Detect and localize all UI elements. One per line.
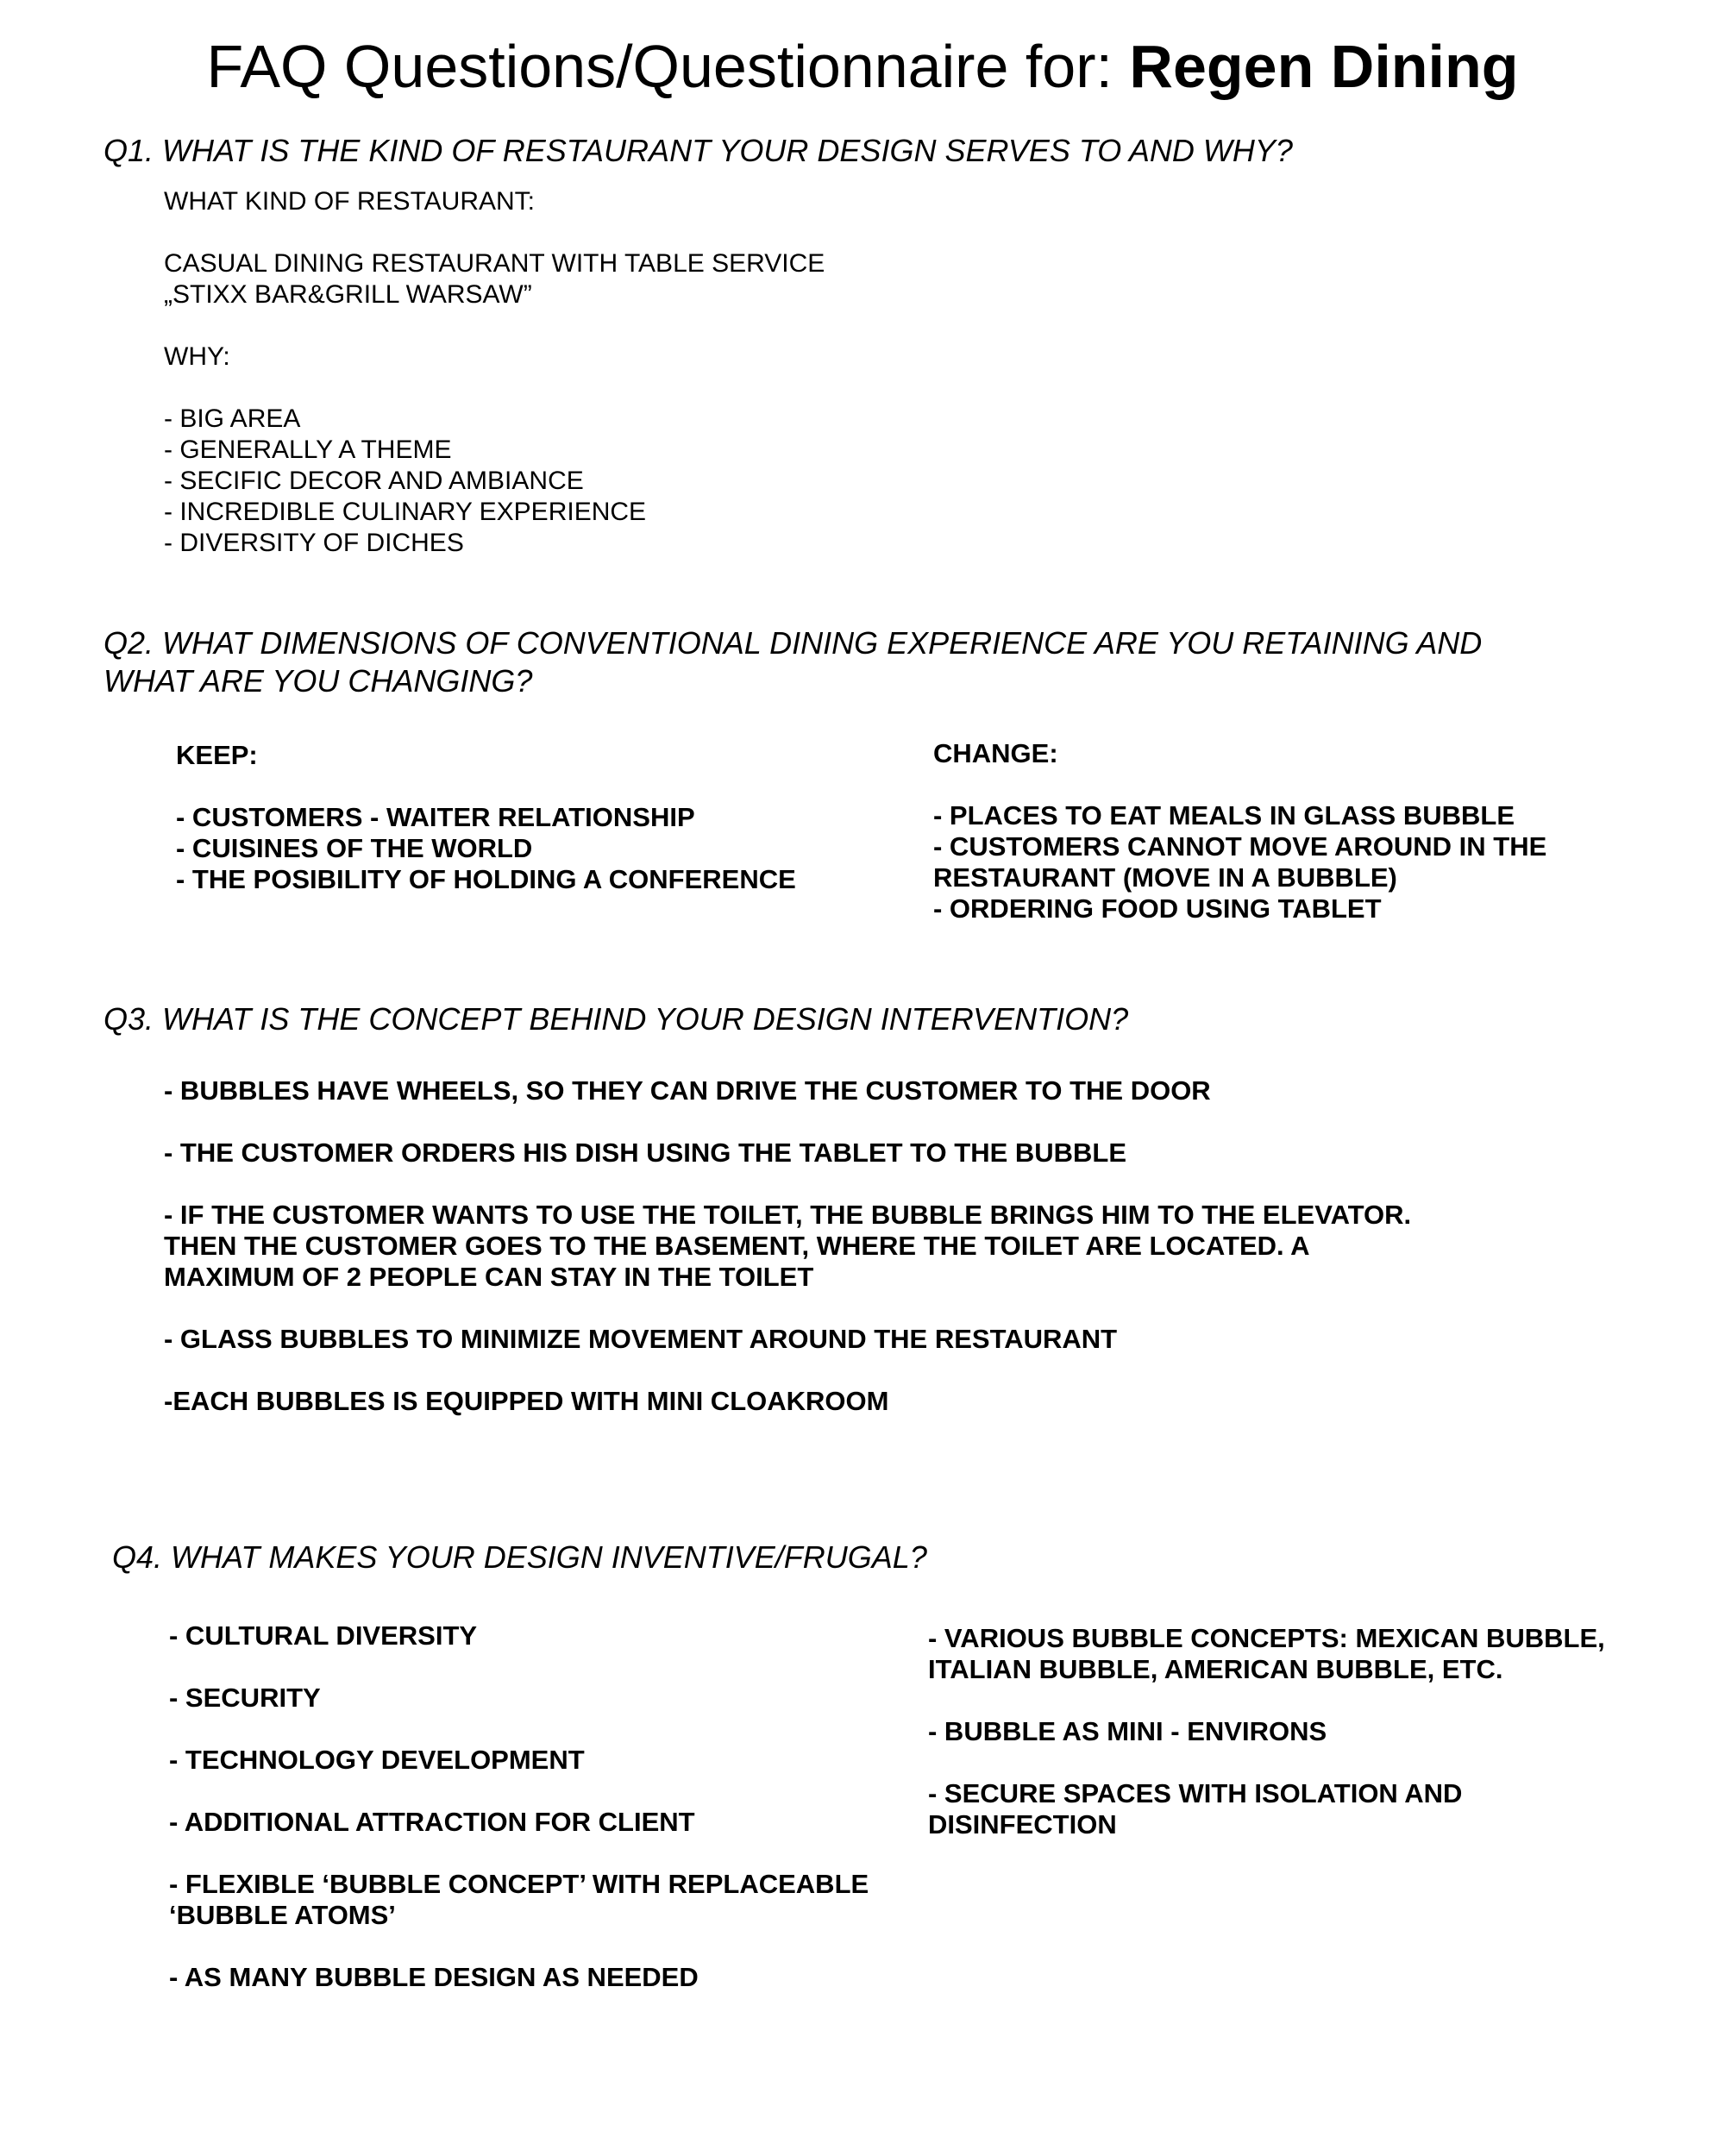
- title-project-name: Regen Dining: [1129, 33, 1519, 100]
- q3-item-line: - IF THE CUSTOMER WANTS TO USE THE TOILET, THE BUBBLE BRINGS HIM TO THE ELEVATOR.: [164, 1200, 1412, 1230]
- q2-change-item: - ORDERING FOOD USING TABLET: [933, 893, 1382, 924]
- q3-item-line: THEN THE CUSTOMER GOES TO THE BASEMENT, WHERE THE TOILET ARE LOCATED. A: [164, 1231, 1310, 1261]
- q4-right-item-line: - SECURE SPACES WITH ISOLATION AND: [928, 1778, 1463, 1808]
- q1-why-item: - SECIFIC DECOR AND AMBIANCE: [164, 467, 584, 495]
- q3-item: -EACH BUBBLES IS EQUIPPED WITH MINI CLOAKROOM: [164, 1386, 889, 1416]
- q2-keep-heading: KEEP:: [176, 740, 258, 770]
- q3-item-line: MAXIMUM OF 2 PEOPLE CAN STAY IN THE TOILET: [164, 1262, 814, 1292]
- q1-why-item: - BIG AREA: [164, 404, 301, 433]
- q4-left-item: - SECURITY: [169, 1683, 321, 1713]
- q3-item: - THE CUSTOMER ORDERS HIS DISH USING THE TABLET TO THE BUBBLE: [164, 1138, 1127, 1168]
- q4-left-column: [169, 1620, 869, 1993]
- q1-why-item: - DIVERSITY OF DICHES: [164, 529, 464, 557]
- q2-change-column: [933, 738, 1546, 924]
- q4-right-item-line: DISINFECTION: [928, 1809, 1117, 1839]
- q4-left-item-line: - FLEXIBLE ‘BUBBLE CONCEPT’ WITH REPLACEABLE: [169, 1869, 869, 1899]
- q1-kind-line: „STIXX BAR&GRILL WARSAW”: [164, 280, 532, 309]
- q2-change-heading: CHANGE:: [933, 738, 1058, 768]
- q2-keep-item: - THE POSIBILITY OF HOLDING A CONFERENCE: [176, 864, 796, 894]
- q1-answer: [164, 186, 825, 559]
- q3-answer: [164, 1075, 1411, 1417]
- q2-question-line: Q2. WHAT DIMENSIONS OF CONVENTIONAL DINING EXPERIENCE ARE YOU RETAINING AND: [104, 625, 1483, 661]
- q4-left-item: - CULTURAL DIVERSITY: [169, 1620, 478, 1651]
- q4-right-item-line: ITALIAN BUBBLE, AMERICAN BUBBLE, ETC.: [928, 1654, 1503, 1684]
- q4-right-item: - BUBBLE AS MINI - ENVIRONS: [928, 1716, 1327, 1746]
- q4-right-item-line: - VARIOUS BUBBLE CONCEPTS: MEXICAN BUBBLE,: [928, 1623, 1605, 1653]
- q3-question: Q3. WHAT IS THE CONCEPT BEHIND YOUR DESIGN INTERVENTION?: [104, 1001, 1129, 1037]
- q2-keep-column: [176, 740, 796, 895]
- q1-kind-line: CASUAL DINING RESTAURANT WITH TABLE SERVICE: [164, 249, 825, 278]
- q1-kind-heading: WHAT KIND OF RESTAURANT:: [164, 187, 536, 216]
- q1-why-item: - GENERALLY A THEME: [164, 436, 452, 464]
- q4-left-item: - AS MANY BUBBLE DESIGN AS NEEDED: [169, 1962, 699, 1992]
- title-prefix: FAQ Questions/Questionnaire for:: [206, 33, 1130, 100]
- page-title: [0, 28, 1725, 105]
- q4-left-item: - ADDITIONAL ATTRACTION FOR CLIENT: [169, 1807, 695, 1837]
- q4-right-column: [928, 1623, 1605, 1840]
- q2-question: [104, 624, 1482, 700]
- q2-change-item: RESTAURANT (MOVE IN A BUBBLE): [933, 862, 1397, 893]
- q2-question-line: WHAT ARE YOU CHANGING?: [104, 663, 533, 699]
- q3-item: - GLASS BUBBLES TO MINIMIZE MOVEMENT AROUND THE RESTAURANT: [164, 1324, 1118, 1354]
- q2-keep-item: - CUSTOMERS - WAITER RELATIONSHIP: [176, 802, 695, 832]
- q1-why-item: - INCREDIBLE CULINARY EXPERIENCE: [164, 498, 647, 526]
- q3-item: - BUBBLES HAVE WHEELS, SO THEY CAN DRIVE THE CUSTOMER TO THE DOOR: [164, 1075, 1211, 1106]
- q2-keep-item: - CUISINES OF THE WORLD: [176, 833, 533, 863]
- q4-question: Q4. WHAT MAKES YOUR DESIGN INVENTIVE/FRUGAL?: [112, 1539, 927, 1575]
- q2-change-item: - CUSTOMERS CANNOT MOVE AROUND IN THE: [933, 831, 1547, 862]
- q2-change-item: - PLACES TO EAT MEALS IN GLASS BUBBLE: [933, 800, 1515, 830]
- q4-left-item-line: ‘BUBBLE ATOMS’: [169, 1900, 396, 1930]
- q1-why-heading: WHY:: [164, 342, 230, 371]
- q4-left-item: - TECHNOLOGY DEVELOPMENT: [169, 1745, 585, 1775]
- q1-question: Q1. WHAT IS THE KIND OF RESTAURANT YOUR DESIGN SERVES TO AND WHY?: [104, 133, 1293, 168]
